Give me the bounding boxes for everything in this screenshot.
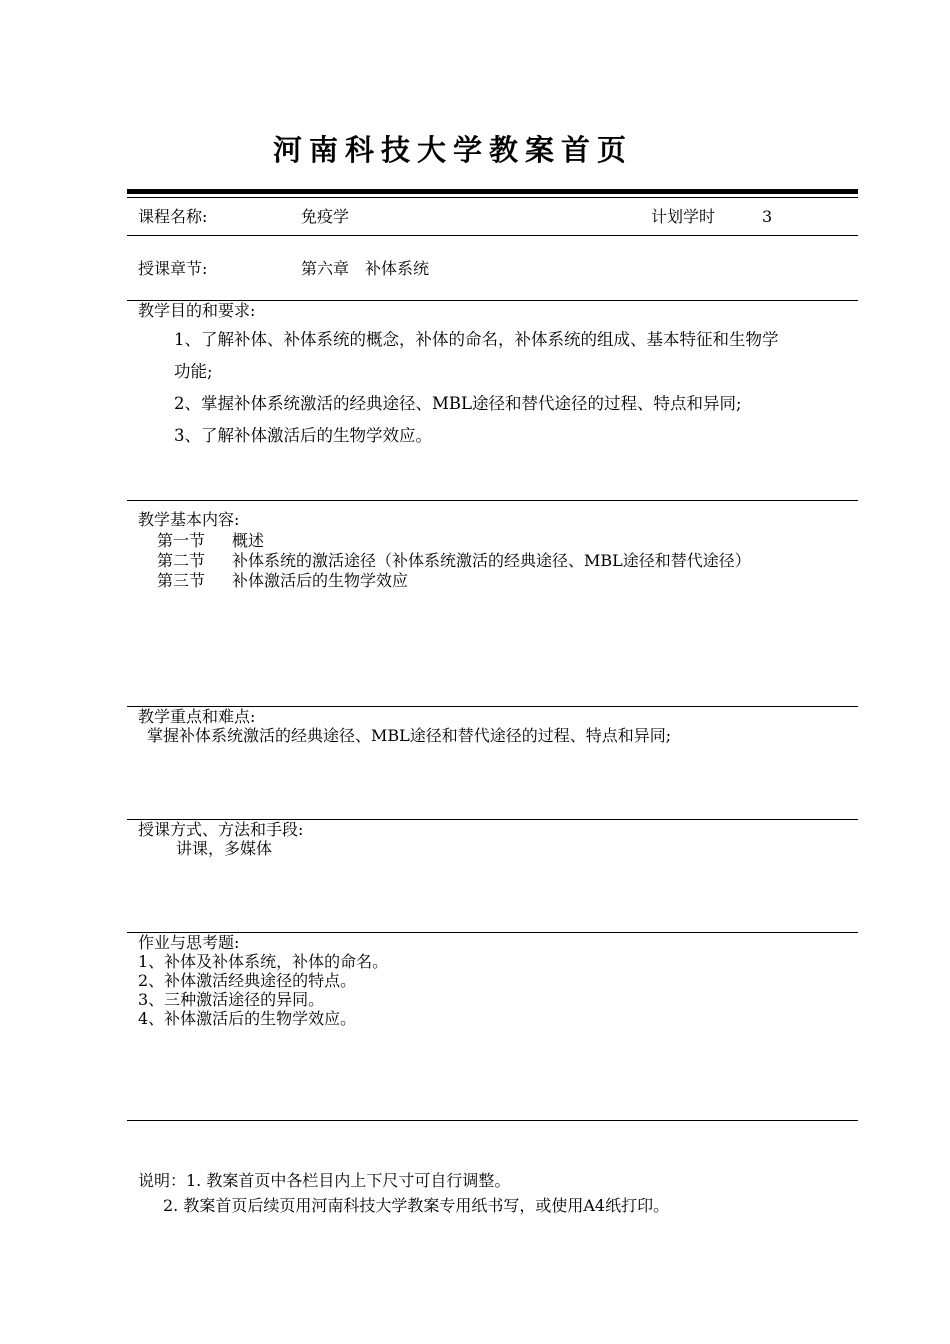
bottom-rule (127, 1120, 858, 1121)
objectives-label: 教学目的和要求: (138, 301, 256, 320)
section-number: 第一节 (157, 531, 206, 550)
homework-item: 2、补体激活经典途径的特点。 (138, 971, 357, 990)
section-number: 第二节 (157, 551, 206, 570)
planned-hours-label: 计划学时 (651, 207, 716, 226)
chapter-value: 第六章 补体系统 (301, 259, 430, 278)
planned-hours-value: 3 (762, 207, 773, 226)
homework-item: 1、补体及补体系统，补体的命名。 (138, 952, 389, 971)
content-label: 教学基本内容: (138, 510, 240, 529)
homework-label: 作业与思考题: (138, 933, 240, 952)
objective-item: 1、了解补体、补体系统的概念，补体的命名，补体系统的组成、基本特征和生物学 (174, 330, 779, 349)
page-title: 河南科技大学教案首页 (272, 133, 633, 167)
section-title: 补体系统的激活途径（补体系统激活的经典途径、MBL途径和替代途径） (232, 551, 751, 570)
note-line: 说明：1. 教案首页中各栏目内上下尺寸可自行调整。 (138, 1171, 511, 1190)
row-divider (127, 235, 858, 236)
section-number: 第三节 (157, 571, 206, 590)
note-line: 2. 教案首页后续页用河南科技大学教案专用纸书写，或使用A4纸打印。 (163, 1196, 670, 1215)
course-name-value: 免疫学 (301, 207, 350, 226)
methods-label: 授课方式、方法和手段: (138, 820, 304, 839)
homework-item: 4、补体激活后的生物学效应。 (138, 1009, 357, 1028)
objective-item: 3、了解补体激活后的生物学效应。 (174, 426, 432, 445)
section-title: 补体激活后的生物学效应 (232, 571, 409, 590)
row-divider (127, 500, 858, 501)
homework-item: 3、三种激活途径的异同。 (138, 990, 325, 1009)
header-thin-rule (127, 197, 858, 198)
section-title: 概述 (232, 531, 265, 550)
methods-text: 讲课，多媒体 (176, 839, 273, 858)
header-thick-rule (127, 189, 858, 194)
objective-item: 功能; (174, 362, 213, 381)
key-points-label: 教学重点和难点: (138, 707, 256, 726)
key-points-text: 掌握补体系统激活的经典途径、MBL途径和替代途径的过程、特点和异同; (147, 726, 672, 745)
course-name-label: 课程名称: (138, 207, 208, 226)
objective-item: 2、掌握补体系统激活的经典途径、MBL途径和替代途径的过程、特点和异同; (174, 394, 742, 413)
chapter-label: 授课章节: (138, 259, 208, 278)
